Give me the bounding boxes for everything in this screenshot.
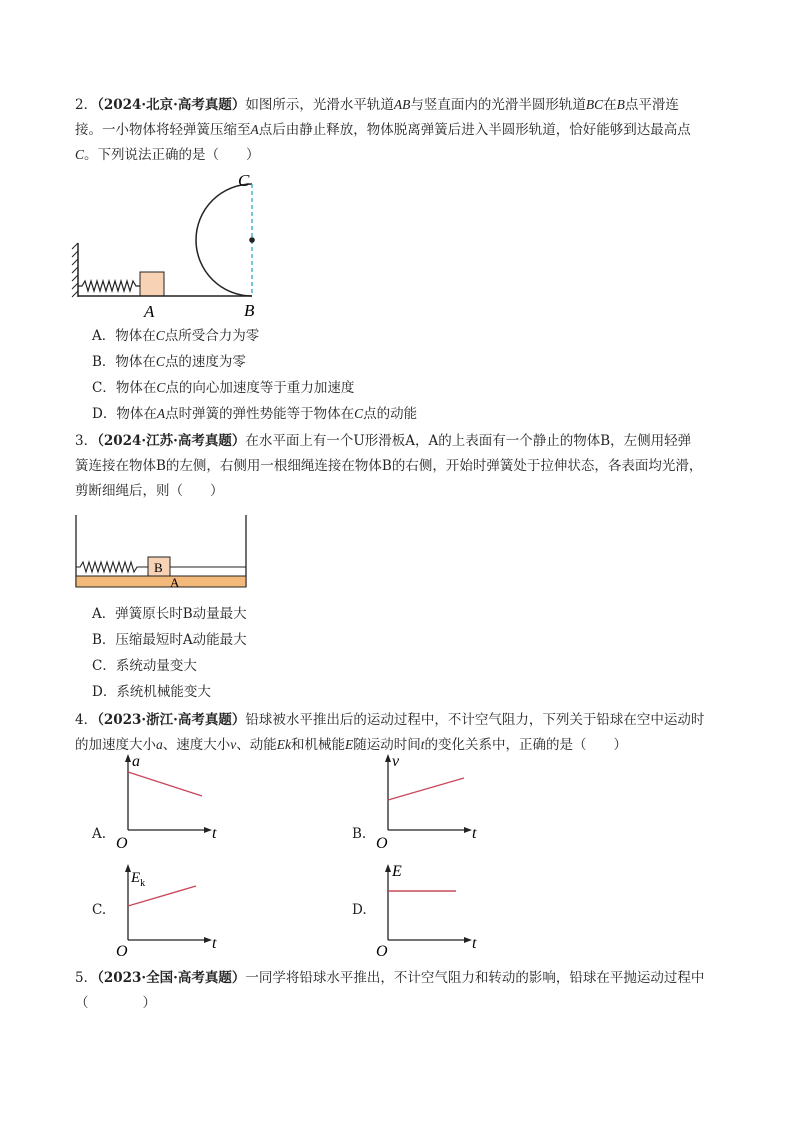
q2-line-2: [75, 120, 691, 140]
option-letter: B．: [92, 632, 116, 648]
y-arrow: [385, 864, 391, 872]
label-B: B: [154, 560, 163, 575]
q2-text: 与竖直面内的光滑半圆形轨道: [410, 97, 586, 113]
q4-text: 、动能: [236, 737, 277, 753]
q3-option-D[interactable]: [92, 682, 211, 702]
q2-option-A[interactable]: [92, 326, 259, 346]
q2-source: （2024·北京·高考真题）: [97, 97, 246, 113]
wall-hatch: [72, 243, 78, 297]
label-A: A: [170, 575, 180, 590]
q2-option-D[interactable]: [92, 404, 417, 424]
x-label: t: [472, 825, 477, 842]
q3-text: 剪断细绳后，则（ ）: [75, 483, 224, 499]
q3-option-A[interactable]: [92, 604, 247, 624]
q3-figure: [0, 512, 800, 592]
x-arrow: [464, 827, 472, 833]
y-label: a: [132, 753, 140, 770]
q4-number: 4．: [75, 712, 98, 728]
option-letter: B．: [92, 354, 116, 370]
option-text: 系统动量变大: [115, 658, 197, 674]
y-label: [130, 870, 145, 889]
q5-line-2: [75, 993, 156, 1013]
spring: [78, 281, 140, 291]
q3-number: 3．: [75, 433, 98, 449]
curve-increasing: [128, 886, 196, 906]
q3-line-2: [75, 456, 702, 476]
x-arrow: [204, 827, 212, 833]
var-Ek: Ek: [276, 737, 291, 752]
q4-option-D[interactable]: D.: [352, 902, 367, 918]
y-arrow: [385, 754, 391, 762]
x-arrow: [204, 937, 212, 943]
option-text: 点的向心加速度等于重力加速度: [165, 380, 355, 396]
q2-text: 点后由静止释放，物体脱离弹簧后进入半圆形轨道，恰好能够到达最高点: [258, 122, 691, 138]
q5-line-1: [75, 968, 704, 988]
option-text: 物体在: [116, 406, 157, 422]
y-label: E: [392, 863, 402, 880]
option-text: 点所受合力为零: [164, 328, 260, 344]
var-E: E: [345, 737, 354, 752]
y-label: v: [392, 753, 400, 770]
q2-option-B[interactable]: [92, 352, 246, 372]
q5-answer-blank: （ ）: [75, 995, 156, 1011]
curve-decreasing: [128, 772, 202, 796]
q4-text: 随运动时间: [353, 737, 421, 753]
q4-option-A[interactable]: A.: [92, 826, 107, 842]
option-letter: C．: [92, 658, 116, 674]
option-text: 物体在: [115, 328, 156, 344]
q3-option-B[interactable]: [92, 630, 247, 650]
q4-line-1: [75, 710, 704, 730]
q3-option-C[interactable]: [92, 656, 197, 676]
q3-line-3: [75, 481, 224, 501]
q4-text: 的变化关系中，正确的是（ ）: [424, 737, 628, 753]
q4-text: 、速度大小: [162, 737, 231, 753]
var-AB: AB: [393, 97, 411, 112]
var-v: v: [230, 737, 237, 752]
option-text: 点的动能: [363, 406, 418, 422]
graph-D: [370, 862, 490, 960]
option-letter: A．: [92, 328, 116, 344]
q4-option-B[interactable]: B.: [352, 826, 367, 842]
origin-label: O: [376, 835, 388, 852]
option-letter: C．: [92, 380, 116, 396]
option-letter: D．: [92, 406, 117, 422]
q2-figure: [0, 165, 800, 325]
var-BC: BC: [585, 97, 604, 112]
q2-text: 接。一小物体将轻弹簧压缩至: [75, 122, 251, 138]
q4-text: 铅球被水平推出后的运动过程中，不计空气阻力，下列关于铅球在空中运动时: [245, 712, 705, 728]
option-letter: A．: [92, 606, 116, 622]
q3-line-1: [75, 431, 691, 451]
option-letter: D．: [92, 684, 117, 700]
var-C: C: [155, 328, 165, 343]
q4-source: （2023·浙江·高考真题）: [97, 712, 246, 728]
spring-q3: [76, 562, 148, 572]
x-arrow: [464, 937, 472, 943]
option-text: 物体在: [115, 354, 156, 370]
option-text: 点的速度为零: [164, 354, 246, 370]
graph-B: [370, 752, 490, 862]
option-text: 物体在: [115, 380, 157, 396]
option-text: 弹簧原长时B动量最大: [115, 606, 247, 622]
origin-label: O: [376, 943, 388, 960]
y-label-main: E: [131, 870, 141, 886]
var-C: C: [354, 406, 364, 421]
x-label: t: [212, 825, 217, 842]
q2-text: 点平滑连: [624, 97, 679, 113]
option-text: 压缩最短时A动能最大: [115, 632, 247, 648]
var-A: A: [156, 406, 166, 421]
var-C: C: [155, 354, 165, 369]
q4-text: 和机械能: [291, 737, 345, 753]
q2-number: 2．: [75, 97, 98, 113]
q5-source: （2023·全国·高考真题）: [97, 970, 246, 986]
q5-text: 一同学将铅球水平推出，不计空气阻力和转动的影响，铅球在平抛运动过程中: [245, 970, 705, 986]
graph-A: [110, 752, 230, 862]
var-A: A: [250, 122, 259, 137]
x-label: t: [472, 935, 477, 952]
var-C: C: [156, 380, 166, 395]
graph-C: [110, 862, 230, 960]
option-text: 系统机械能变大: [116, 684, 211, 700]
x-label: t: [212, 935, 217, 952]
q5-number: 5．: [75, 970, 98, 986]
y-arrow: [125, 754, 131, 762]
q3-source: （2024·江苏·高考真题）: [97, 433, 246, 449]
origin-label: O: [116, 943, 128, 960]
curve-increasing: [388, 778, 464, 800]
q3-text: 簧连接在物体B的左侧，右侧用一根细绳连接在物体B的右侧，开始时弹簧处于拉伸状态，各表面均光滑，: [75, 458, 703, 474]
var-t: t: [420, 737, 425, 752]
q2-text: 如图所示，光滑水平轨道: [245, 97, 394, 113]
label-C: C: [238, 171, 250, 190]
block-A: [140, 272, 164, 296]
q2-text: 。下列说法正确的是（ ）: [84, 147, 260, 163]
var-a: a: [156, 737, 163, 752]
center-dot: [249, 237, 255, 243]
q4-option-C[interactable]: C.: [92, 902, 107, 918]
q4-text: 的加速度大小: [75, 737, 156, 753]
var-C: C: [75, 147, 85, 162]
q3-text: 在水平面上有一个U形滑板A，A的上表面有一个静止的物体B，左侧用轻弹: [245, 433, 692, 449]
q2-option-C[interactable]: [92, 378, 354, 398]
var-B: B: [616, 97, 625, 112]
q2-line-3: [75, 145, 260, 165]
q2-line-1: [75, 95, 679, 115]
q2-text: 在: [603, 97, 617, 113]
origin-label: O: [116, 835, 128, 852]
label-B: B: [244, 301, 255, 320]
track-BC-semicircle: [196, 184, 252, 296]
option-text: 点时弹簧的弹性势能等于物体在: [165, 406, 355, 422]
board-A: [76, 576, 246, 587]
label-A: A: [144, 302, 155, 321]
y-label-subscript: k: [140, 878, 146, 889]
